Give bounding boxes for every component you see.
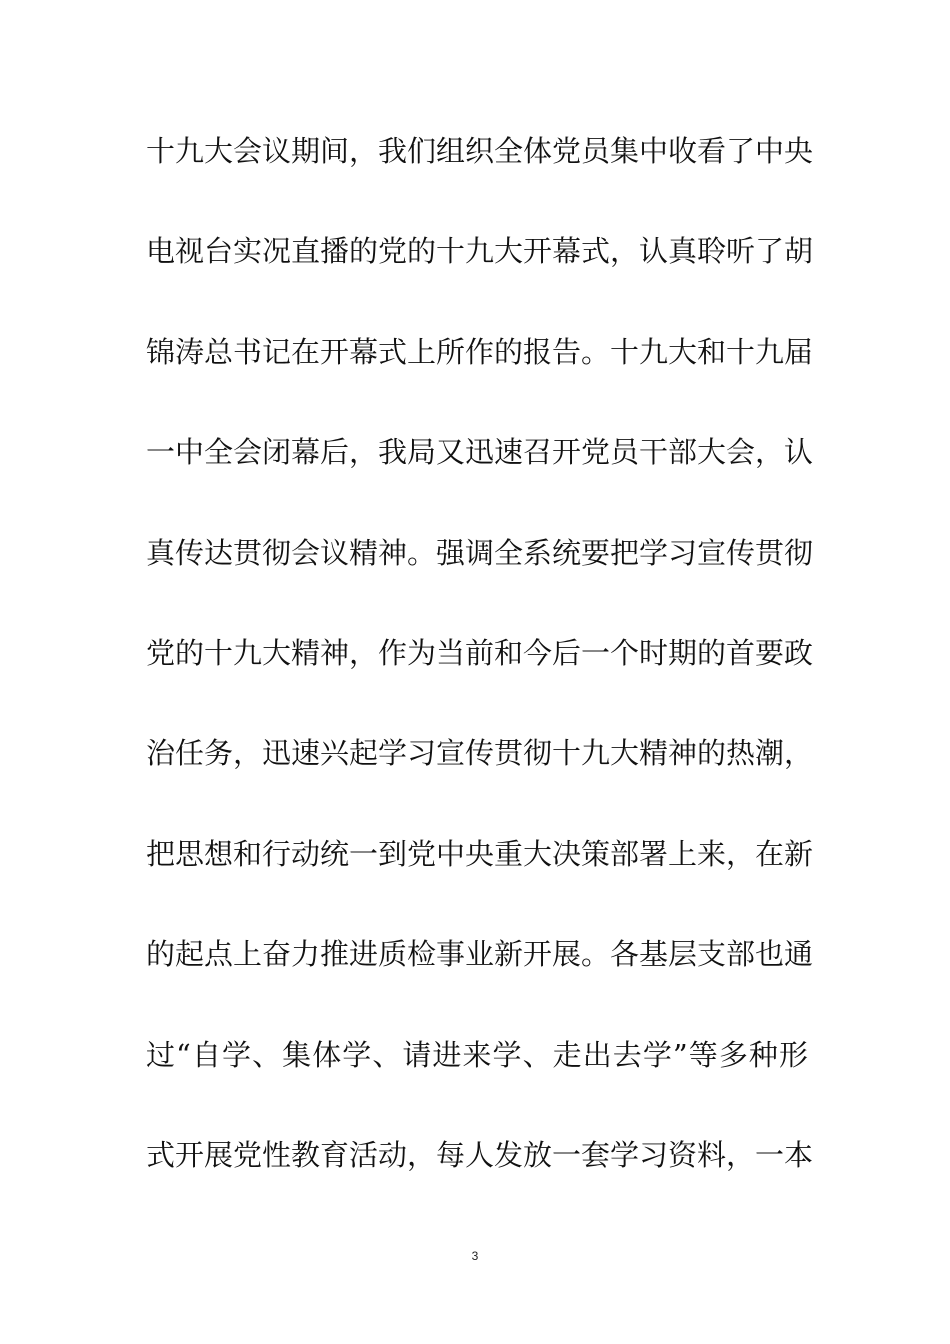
text-line: 过“自学、集体学、请进来学、走出去学”等多种形: [146, 1037, 808, 1072]
text-line: 式开展党性教育活动，每人发放一套学习资料，一本: [146, 1137, 814, 1172]
body-text: [146, 126, 814, 1230]
text-line: 电视台实况直播的党的十九大开幕式，认真聆听了胡: [146, 234, 814, 269]
text-line: 治任务，迅速兴起学习宣传贯彻十九大精神的热潮，: [146, 736, 814, 771]
text-line: 把思想和行动统一到党中央重大决策部署上来，在新: [146, 836, 814, 871]
text-line: 锦涛总书记在开幕式上所作的报告。十九大和十九届: [146, 334, 814, 369]
text-line: 一中全会闭幕后，我局又迅速召开党员干部大会，认: [146, 435, 814, 470]
text-line: 的起点上奋力推进质检事业新开展。各基层支部也通: [146, 937, 814, 972]
text-line: 党的十九大精神，作为当前和今后一个时期的首要政: [146, 635, 814, 670]
text-line: 真传达贯彻会议精神。强调全系统要把学习宣传贯彻: [146, 535, 814, 570]
page-number: 3: [471, 1249, 479, 1263]
text-line: 十九大会议期间，我们组织全体党员集中收看了中央: [146, 134, 814, 168]
